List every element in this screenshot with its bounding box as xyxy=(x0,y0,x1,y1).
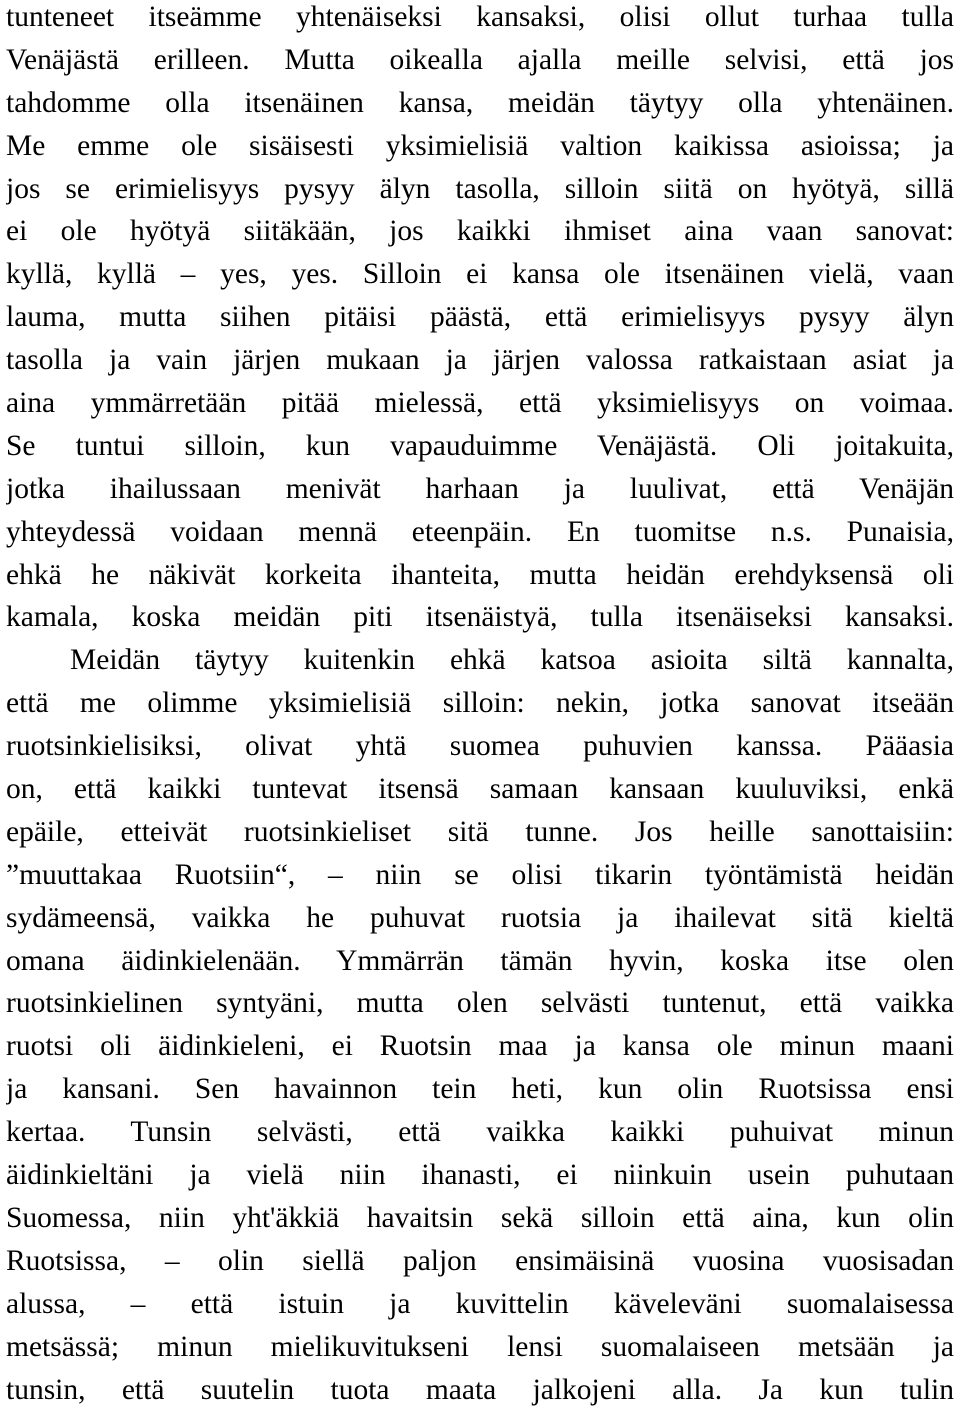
text-line: on, että kaikki tuntevat itsensä samaan kansaan kuuluviksi, enkä xyxy=(6,773,954,806)
text-line: ja kansani. Sen havainnon tein heti, kun olin Ruotsissa ensi xyxy=(6,1073,954,1106)
text-line: ruotsinkielinen syntyäni, mutta olen selvästi tuntenut, että vaikka xyxy=(6,987,954,1020)
text-line: kamala, koska meidän piti itsenäistyä, tulla itsenäiseksi kansaksi. xyxy=(6,601,954,634)
text-line: yhteydessä voidaan mennä eteenpäin. En tuomitse n.s. Punaisia, xyxy=(6,515,954,548)
text-line: ei ole hyötyä siitäkään, jos kaikki ihmiset aina vaan sanovat: xyxy=(6,215,954,248)
text-line: ruotsinkielisiksi, olivat yhtä suomea puhuvien kanssa. Pääasia xyxy=(6,730,954,763)
text-line: kertaa. Tunsin selvästi, että vaikka kaikki puhuivat minun xyxy=(6,1116,954,1149)
text-line: Me emme ole sisäisesti yksimielisiä valtion kaikissa asioissa; ja xyxy=(6,129,954,162)
text-line: metsässä; minun mielikuvitukseni lensi suomalaiseen metsään ja xyxy=(6,1330,954,1363)
text-line: aina ymmärretään pitää mielessä, että yksimielisyys on voimaa. xyxy=(6,387,954,420)
document-page xyxy=(6,0,954,1411)
text-line: tahdomme olla itsenäinen kansa, meidän täytyy olla yhtenäinen. xyxy=(6,86,954,119)
text-line: ehkä he näkivät korkeita ihanteita, mutta heidän erehdyksensä oli xyxy=(6,558,954,591)
paragraph-start-line: Meidän täytyy kuitenkin ehkä katsoa asioita siltä kannalta, xyxy=(70,644,954,677)
text-line: äidinkieltäni ja vielä niin ihanasti, ei niinkuin usein puhutaan xyxy=(6,1159,954,1192)
text-line: lauma, mutta siihen pitäisi päästä, että erimielisyys pysyy älyn xyxy=(6,301,954,334)
text-line: Se tuntui silloin, kun vapauduimme Venäjästä. Oli joitakuita, xyxy=(6,429,954,462)
text-line: että me olimme yksimielisiä silloin: nekin, jotka sanovat itseään xyxy=(6,687,954,720)
text-line: epäile, etteivät ruotsinkieliset sitä tunne. Jos heille sanottaisiin: xyxy=(6,815,954,848)
text-line: ruotsi oli äidinkieleni, ei Ruotsin maa ja kansa ole minun maani xyxy=(6,1030,954,1063)
text-line: jotka ihailussaan menivät harhaan ja luulivat, että Venäjän xyxy=(6,472,954,505)
text-line: kyllä, kyllä – yes, yes. Silloin ei kansa ole itsenäinen vielä, vaan xyxy=(6,258,954,291)
text-line: Suomessa, niin yht'äkkiä havaitsin sekä silloin että aina, kun olin xyxy=(6,1201,954,1234)
text-line: alussa, – että istuin ja kuvittelin käveleväni suomalaisessa xyxy=(6,1287,954,1320)
text-line: jos se erimielisyys pysyy älyn tasolla, silloin siitä on hyötyä, sillä xyxy=(6,172,954,205)
text-line: omana äidinkielenään. Ymmärrän tämän hyvin, koska itse olen xyxy=(6,944,954,977)
text-line: tunteneet itseämme yhtenäiseksi kansaksi, olisi ollut turhaa tulla xyxy=(6,1,954,33)
text-line: Ruotsissa, – olin siellä paljon ensimäisinä vuosina vuosisadan xyxy=(6,1244,954,1277)
text-line: tasolla ja vain järjen mukaan ja järjen valossa ratkaistaan asiat ja xyxy=(6,344,954,377)
text-line: ”muuttakaa Ruotsiin“, – niin se olisi tikarin työntämistä heidän xyxy=(6,858,954,891)
text-line: tunsin, että suutelin tuota maata jalkojeni alla. Ja kun tulin xyxy=(6,1373,954,1406)
text-line: sydämeensä, vaikka he puhuvat ruotsia ja ihailevat sitä kieltä xyxy=(6,901,954,934)
text-line: Venäjästä erilleen. Mutta oikealla ajalla meille selvisi, että jos xyxy=(6,43,954,76)
